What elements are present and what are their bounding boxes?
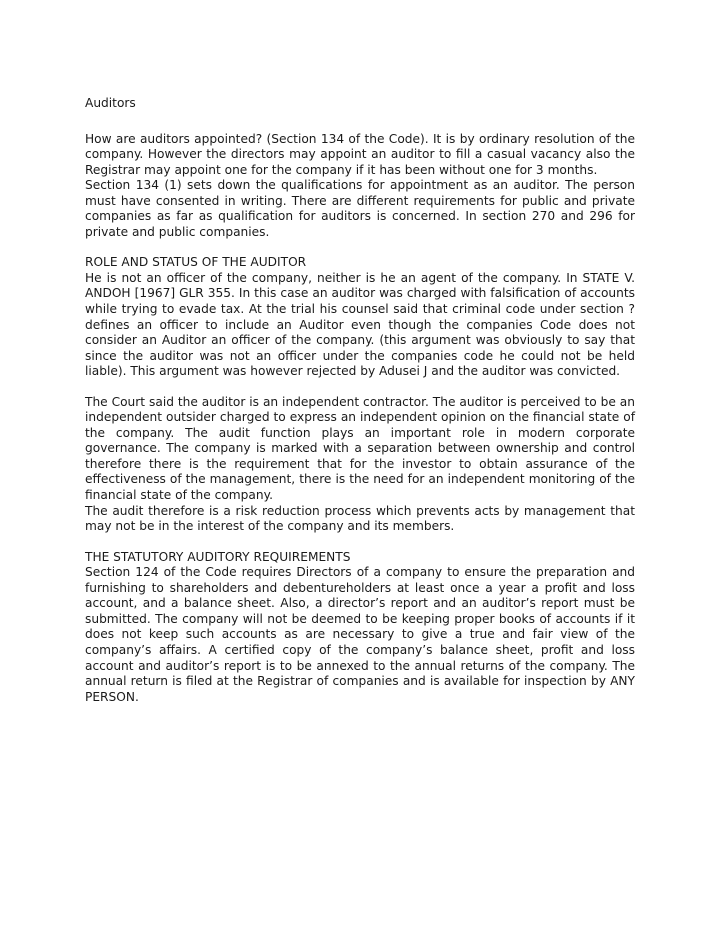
section-heading-statutory: THE STATUTORY AUDITORY REQUIREMENTS: [85, 549, 351, 564]
role-paragraph-risk: The audit therefore is a risk reduction process which prevents acts by management that may not be in the interest of the company and its members.: [85, 503, 635, 534]
statutory-paragraph: Section 124 of the Code requires Directors of a company to ensure the preparation and furnishing to shareholders and debentureholders at least once a year a profit and loss account, and a balance sheet. Also, a director’s report and an auditor’s report must be submitted. The company will not be deemed to be keeping proper books of accounts if it does not keep such accounts as are necessary to give a true and fair view of the company’s affairs. A certified copy of the company’s balance sheet, profit and loss account and auditor’s report is to be annexed to the annual returns of the company. The annual return is filed at the Registrar of companies and is available for inspection by ANY PERSON.: [85, 565, 635, 704]
section-heading-role: ROLE AND STATUS OF THE AUDITOR: [85, 255, 307, 270]
spacer: [85, 535, 635, 550]
role-paragraph-contractor: The Court said the auditor is an independent contractor. The auditor is perceived to be an independent outsider charged to express an independent opinion on the financial state of the company. The audit function plays an important role in modern corporate governance. The company is marked with a separation between ownership and control therefore there is the requirement that for the investor to obtain assurance of the effectiveness of the management, there is the need for an independent monitoring of the financial state of the company.: [85, 394, 635, 503]
spacer: [85, 240, 635, 255]
document-title: Auditors: [85, 96, 136, 110]
role-paragraph-officer: He is not an officer of the company, neither is he an agent of the company. In STATE V. ANDOH [1967] GLR 355. In this case an auditor was charged with falsification of accounts while trying to evade tax. At the trial his counsel said that criminal code under section ? defines an officer to include an Auditor even though the companies Code does not consider an Auditor an officer of the company. (this argument was obviously to say that since the auditor was not an officer under the companies code he could not be held liable). This argument was however rejected by Adusei J and the auditor was convicted.: [85, 270, 635, 379]
intro-paragraph-appointment: How are auditors appointed? (Section 134 of the Code). It is by ordinary resolution of the company. However the directors may appoint an auditor to fill a casual vacancy also the Registrar may appoint one for the company if it has been without one for 3 months.: [85, 131, 635, 177]
intro-paragraph-qualifications: Section 134 (1) sets down the qualifications for appointment as an auditor. The person must have consented in writing. There are different requirements for public and private companies as far as qualification for auditors is concerned. In section 270 and 296 for private and public companies.: [85, 178, 635, 239]
document-page: [85, 96, 635, 705]
spacer: [85, 380, 635, 395]
